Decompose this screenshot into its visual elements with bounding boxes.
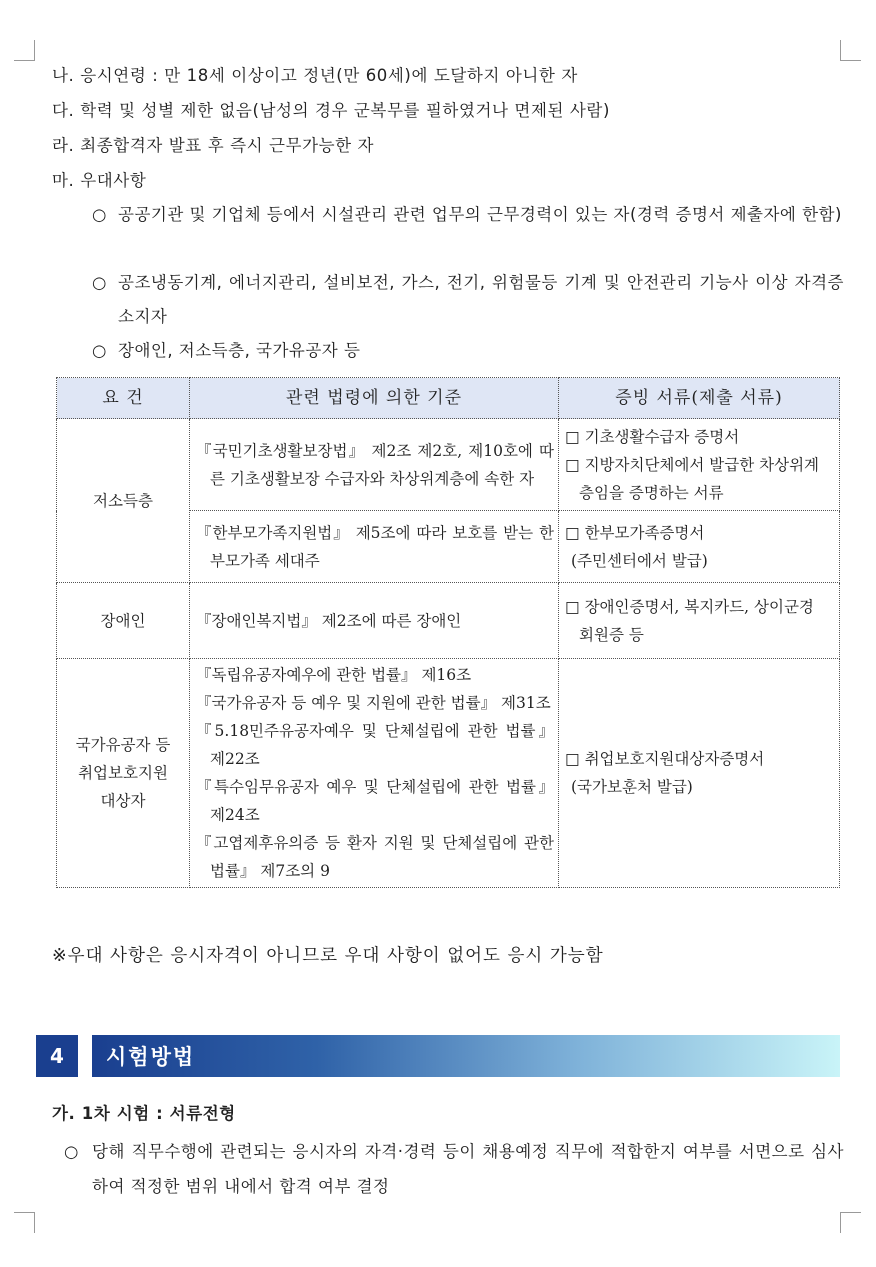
circle-bullet-icon: ○ — [92, 273, 107, 292]
preference-text: 공조냉동기계, 에너지관리, 설비보전, 가스, 전기, 위험물등 기계 및 안전관리 기능사 이상 자격증 소지자 — [118, 273, 844, 326]
document-item: □ 지방자치단체에서 발급한 차상위계층임을 증명하는 서류 — [565, 455, 820, 502]
document-note: (주민센터에서 발급) — [571, 551, 708, 570]
table-row — [57, 583, 840, 659]
law-criteria — [190, 419, 559, 511]
first-exam-item — [64, 1134, 844, 1204]
law-text: 『국민기초생활보장법』 제2조 제2호, 제10호에 따른 기초생활보장 수급자와 차상위계층에 속한 자 — [196, 441, 554, 488]
table-header-row — [57, 378, 840, 419]
age-requirement: 나. 응시연령 : 만 18세 이상이고 정년(만 60세)에 도달하지 아니한 자 — [52, 66, 578, 85]
preference-item — [92, 198, 844, 232]
requirement-low-income: 저소득층 — [57, 419, 190, 583]
requirement-veterans — [57, 659, 190, 888]
document-note: (국가보훈처 발급) — [571, 778, 693, 796]
law-text: 『5.18민주유공자예우 및 단체설립에 관한 법률』 제22조 — [196, 722, 554, 768]
law-text: 『고엽제후유의증 등 환자 지원 및 단체설립에 관한 법률』 제7조의 9 — [196, 834, 554, 880]
circle-bullet-icon: ○ — [92, 205, 107, 224]
section-title: 시험방법 — [92, 1035, 840, 1077]
crop-mark-top-left — [14, 40, 35, 61]
document-list — [559, 511, 840, 583]
start-requirement: 라. 최종합격자 발표 후 즉시 근무가능한 자 — [52, 136, 375, 155]
header-legal-criteria: 관련 법령에 의한 기준 — [190, 378, 559, 419]
education-requirement: 다. 학력 및 성별 제한 없음(남성의 경우 군복무를 필하였거나 면제된 사람) — [52, 101, 610, 120]
preference-text: 장애인, 저소득층, 국가유공자 등 — [118, 341, 361, 360]
preference-item — [92, 266, 844, 334]
header-requirement: 요 건 — [57, 378, 190, 419]
document-item: □ 취업보호지원대상자증명서 — [565, 750, 765, 768]
law-criteria — [190, 583, 559, 659]
requirement-line: 취업보호지원 — [78, 764, 168, 782]
first-exam-text: 당해 직무수행에 관련되는 응시자의 자격·경력 등이 채용예정 직무에 적합한지 여부를 서면으로 심사하여 적정한 범위 내에서 합격 여부 결정 — [92, 1142, 844, 1196]
document-item: □ 한부모가족증명서 — [565, 523, 705, 542]
circle-bullet-icon: ○ — [92, 341, 107, 360]
first-exam-heading: 가. 1차 시험 : 서류전형 — [52, 1104, 236, 1123]
document-list — [559, 583, 840, 659]
requirement-disabled: 장애인 — [57, 583, 190, 659]
preference-item — [92, 334, 844, 368]
law-criteria — [190, 511, 559, 583]
requirement-line: 대상자 — [100, 792, 146, 810]
document-item: □ 기초생활수급자 증명서 — [565, 427, 740, 446]
requirement-line: 국가유공자 등 — [75, 736, 171, 754]
preference-requirements-table — [56, 377, 840, 888]
section-number: 4 — [36, 1035, 78, 1077]
header-documents: 증빙 서류(제출 서류) — [559, 378, 840, 419]
crop-mark-top-right — [840, 40, 861, 61]
preference-heading: 마. 우대사항 — [52, 171, 147, 190]
law-text: 『장애인복지법』 제2조에 따른 장애인 — [196, 611, 462, 630]
document-list — [559, 419, 840, 511]
law-criteria — [190, 659, 559, 888]
crop-mark-bottom-left — [14, 1212, 35, 1233]
crop-mark-bottom-right — [840, 1212, 861, 1233]
law-text: 『국가유공자 등 예우 및 지원에 관한 법률』 제31조 — [196, 694, 551, 712]
law-text: 『특수임무유공자 예우 및 단체설립에 관한 법률』 제24조 — [196, 778, 554, 824]
law-text: 『한부모가족지원법』 제5조에 따라 보호를 받는 한부모가족 세대주 — [196, 523, 554, 570]
preference-note: ※우대 사항은 응시자격이 아니므로 우대 사항이 없어도 응시 가능함 — [52, 946, 604, 966]
law-text: 『독립유공자예우에 관한 법률』 제16조 — [196, 666, 472, 684]
table-row — [57, 419, 840, 511]
preference-text: 공공기관 및 기업체 등에서 시설관리 관련 업무의 근무경력이 있는 자(경력 증명서 제출자에 한함) — [118, 205, 842, 224]
document-list — [559, 659, 840, 888]
circle-bullet-icon: ○ — [64, 1142, 79, 1161]
document-item: □ 장애인증명서, 복지카드, 상이군경 회원증 등 — [565, 597, 814, 644]
table-row — [57, 659, 840, 888]
